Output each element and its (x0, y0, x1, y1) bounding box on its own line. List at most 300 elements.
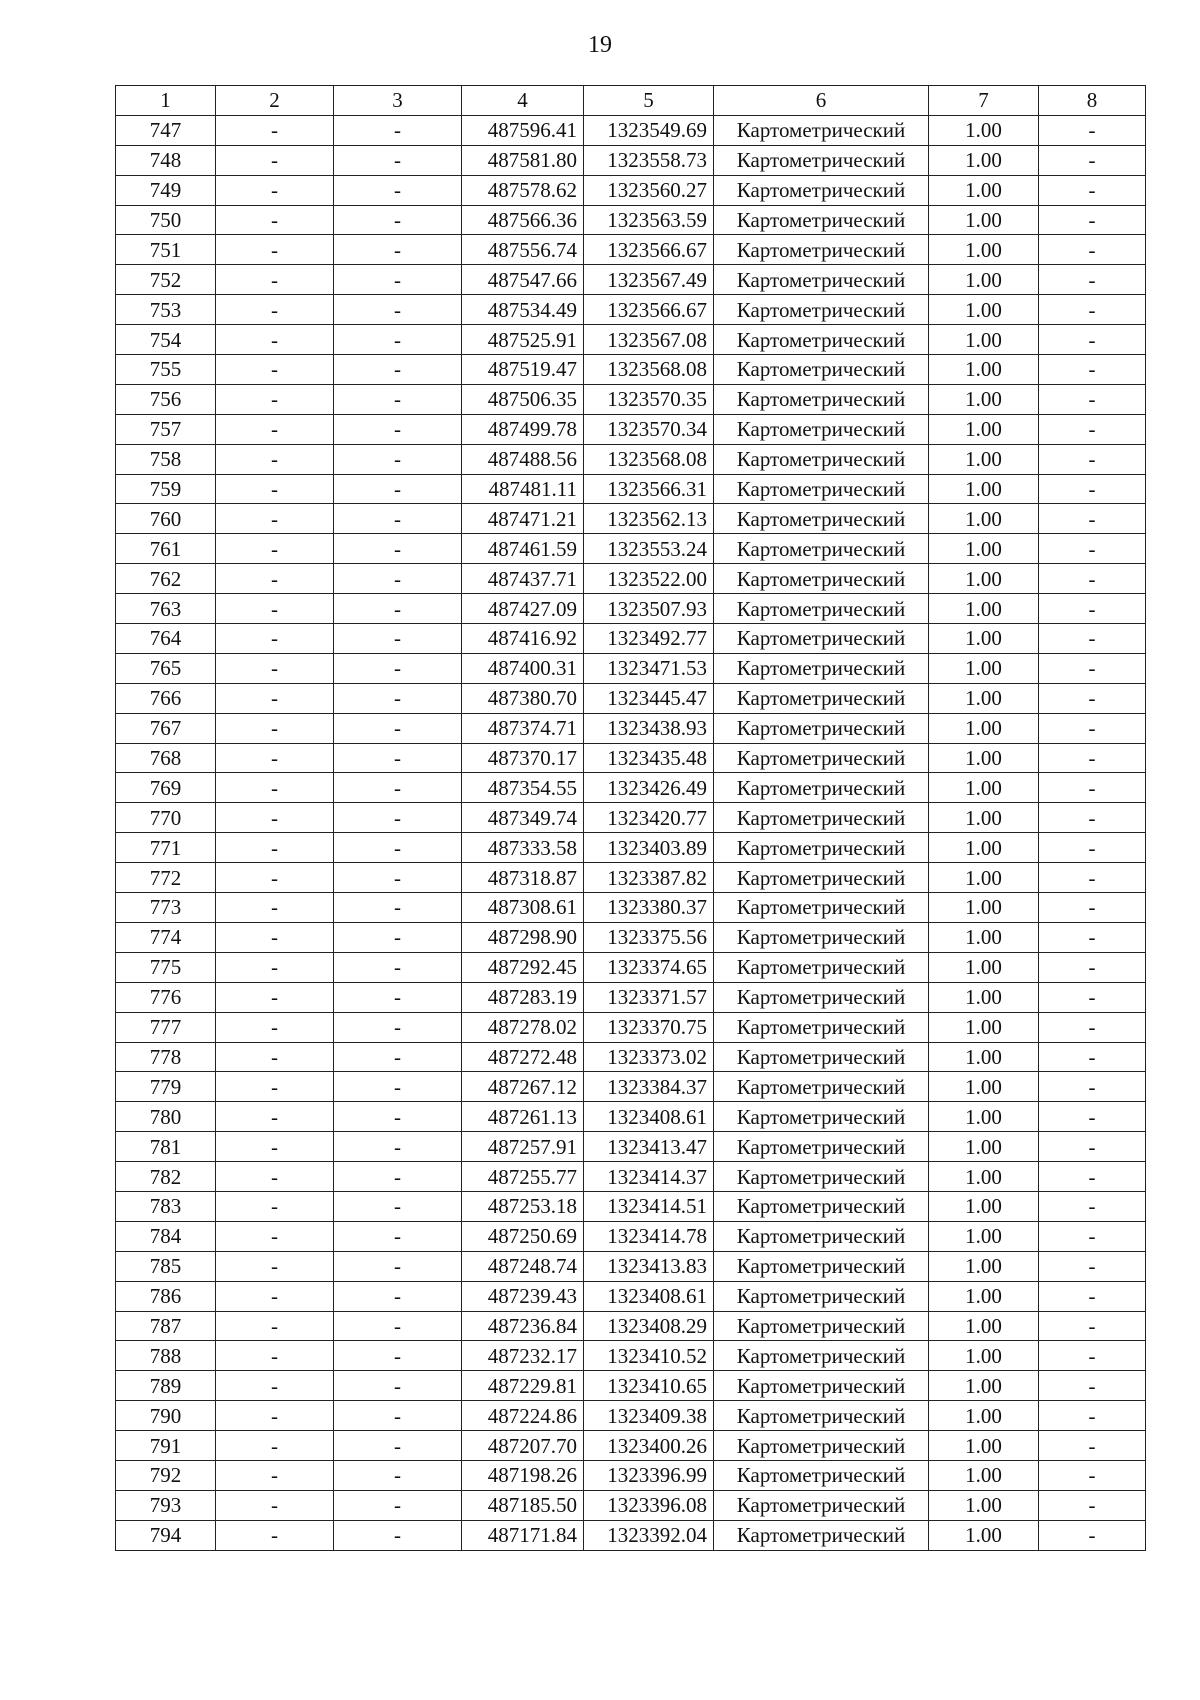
col3-cell: - (334, 982, 462, 1012)
accuracy-cell: 1.00 (929, 743, 1039, 773)
col2-cell: - (216, 594, 334, 624)
col3-cell: - (334, 414, 462, 444)
col3-cell: - (334, 1102, 462, 1132)
accuracy-cell: 1.00 (929, 1281, 1039, 1311)
col8-cell: - (1039, 1341, 1146, 1371)
col8-cell: - (1039, 205, 1146, 235)
table-body (116, 115, 1146, 1550)
col3-cell: - (334, 803, 462, 833)
col3-cell: - (334, 952, 462, 982)
table-row (116, 355, 1146, 385)
y-coordinate-cell: 1323387.82 (584, 863, 714, 893)
accuracy-cell: 1.00 (929, 653, 1039, 683)
method-cell: Картометрический (714, 1520, 929, 1550)
col8-cell: - (1039, 713, 1146, 743)
col3-cell: - (334, 893, 462, 923)
method-cell: Картометрический (714, 325, 929, 355)
table-row (116, 743, 1146, 773)
y-coordinate-cell: 1323570.34 (584, 414, 714, 444)
y-coordinate-cell: 1323408.61 (584, 1102, 714, 1132)
method-cell: Картометрический (714, 474, 929, 504)
table-row (116, 1431, 1146, 1461)
accuracy-cell: 1.00 (929, 803, 1039, 833)
point-number-cell: 756 (116, 384, 216, 414)
method-cell: Картометрический (714, 653, 929, 683)
y-coordinate-cell: 1323374.65 (584, 952, 714, 982)
table-row (116, 534, 1146, 564)
method-cell: Картометрический (714, 384, 929, 414)
y-coordinate-cell: 1323384.37 (584, 1072, 714, 1102)
table-row (116, 384, 1146, 414)
accuracy-cell: 1.00 (929, 355, 1039, 385)
col3-cell: - (334, 1490, 462, 1520)
col2-cell: - (216, 1341, 334, 1371)
y-coordinate-cell: 1323566.31 (584, 474, 714, 504)
method-cell: Картометрический (714, 504, 929, 534)
point-number-cell: 787 (116, 1311, 216, 1341)
method-cell: Картометрический (714, 922, 929, 952)
point-number-cell: 788 (116, 1341, 216, 1371)
col2-cell: - (216, 1162, 334, 1192)
col2-cell: - (216, 1431, 334, 1461)
col3-cell: - (334, 474, 462, 504)
point-number-cell: 747 (116, 115, 216, 145)
y-coordinate-cell: 1323396.08 (584, 1490, 714, 1520)
x-coordinate-cell: 487499.78 (462, 414, 584, 444)
table-row (116, 893, 1146, 923)
point-number-cell: 791 (116, 1431, 216, 1461)
y-coordinate-cell: 1323445.47 (584, 683, 714, 713)
table-row (116, 653, 1146, 683)
x-coordinate-cell: 487236.84 (462, 1311, 584, 1341)
accuracy-cell: 1.00 (929, 564, 1039, 594)
column-header: 8 (1039, 86, 1146, 116)
y-coordinate-cell: 1323392.04 (584, 1520, 714, 1550)
x-coordinate-cell: 487292.45 (462, 952, 584, 982)
col3-cell: - (334, 1191, 462, 1221)
col3-cell: - (334, 1281, 462, 1311)
col8-cell: - (1039, 1520, 1146, 1550)
y-coordinate-cell: 1323410.65 (584, 1371, 714, 1401)
col2-cell: - (216, 414, 334, 444)
accuracy-cell: 1.00 (929, 893, 1039, 923)
x-coordinate-cell: 487400.31 (462, 653, 584, 683)
accuracy-cell: 1.00 (929, 833, 1039, 863)
x-coordinate-cell: 487578.62 (462, 175, 584, 205)
col3-cell: - (334, 175, 462, 205)
accuracy-cell: 1.00 (929, 683, 1039, 713)
col2-cell: - (216, 952, 334, 982)
col3-cell: - (334, 1042, 462, 1072)
x-coordinate-cell: 487207.70 (462, 1431, 584, 1461)
y-coordinate-cell: 1323435.48 (584, 743, 714, 773)
point-number-cell: 758 (116, 444, 216, 474)
table-row (116, 922, 1146, 952)
table-row (116, 683, 1146, 713)
table-row (116, 1251, 1146, 1281)
col8-cell: - (1039, 1221, 1146, 1251)
x-coordinate-cell: 487261.13 (462, 1102, 584, 1132)
col8-cell: - (1039, 265, 1146, 295)
method-cell: Картометрический (714, 295, 929, 325)
col3-cell: - (334, 863, 462, 893)
x-coordinate-cell: 487278.02 (462, 1012, 584, 1042)
col8-cell: - (1039, 325, 1146, 355)
method-cell: Картометрический (714, 1371, 929, 1401)
accuracy-cell: 1.00 (929, 115, 1039, 145)
col2-cell: - (216, 773, 334, 803)
y-coordinate-cell: 1323549.69 (584, 115, 714, 145)
col3-cell: - (334, 1012, 462, 1042)
x-coordinate-cell: 487481.11 (462, 474, 584, 504)
table-row (116, 1371, 1146, 1401)
page-number: 19 (588, 32, 612, 58)
accuracy-cell: 1.00 (929, 1460, 1039, 1490)
accuracy-cell: 1.00 (929, 295, 1039, 325)
y-coordinate-cell: 1323413.83 (584, 1251, 714, 1281)
x-coordinate-cell: 487416.92 (462, 624, 584, 654)
col8-cell: - (1039, 594, 1146, 624)
y-coordinate-cell: 1323568.08 (584, 355, 714, 385)
y-coordinate-cell: 1323560.27 (584, 175, 714, 205)
x-coordinate-cell: 487267.12 (462, 1072, 584, 1102)
col8-cell: - (1039, 803, 1146, 833)
x-coordinate-cell: 487229.81 (462, 1371, 584, 1401)
col2-cell: - (216, 1221, 334, 1251)
point-number-cell: 765 (116, 653, 216, 683)
col2-cell: - (216, 893, 334, 923)
y-coordinate-cell: 1323370.75 (584, 1012, 714, 1042)
point-number-cell: 755 (116, 355, 216, 385)
method-cell: Картометрический (714, 893, 929, 923)
accuracy-cell: 1.00 (929, 773, 1039, 803)
table-row (116, 952, 1146, 982)
col8-cell: - (1039, 1460, 1146, 1490)
method-cell: Картометрический (714, 1431, 929, 1461)
y-coordinate-cell: 1323562.13 (584, 504, 714, 534)
table-row (116, 773, 1146, 803)
method-cell: Картометрический (714, 1341, 929, 1371)
table-row (116, 1281, 1146, 1311)
accuracy-cell: 1.00 (929, 534, 1039, 564)
point-number-cell: 751 (116, 235, 216, 265)
table-row (116, 1401, 1146, 1431)
accuracy-cell: 1.00 (929, 952, 1039, 982)
col3-cell: - (334, 1162, 462, 1192)
col3-cell: - (334, 594, 462, 624)
method-cell: Картометрический (714, 743, 929, 773)
col3-cell: - (334, 922, 462, 952)
y-coordinate-cell: 1323371.57 (584, 982, 714, 1012)
col8-cell: - (1039, 474, 1146, 504)
table-row (116, 1191, 1146, 1221)
col8-cell: - (1039, 235, 1146, 265)
y-coordinate-cell: 1323400.26 (584, 1431, 714, 1461)
y-coordinate-cell: 1323375.56 (584, 922, 714, 952)
col2-cell: - (216, 115, 334, 145)
accuracy-cell: 1.00 (929, 1072, 1039, 1102)
col2-cell: - (216, 1072, 334, 1102)
col8-cell: - (1039, 773, 1146, 803)
point-number-cell: 752 (116, 265, 216, 295)
x-coordinate-cell: 487556.74 (462, 235, 584, 265)
x-coordinate-cell: 487272.48 (462, 1042, 584, 1072)
method-cell: Картометрический (714, 1460, 929, 1490)
method-cell: Картометрический (714, 534, 929, 564)
y-coordinate-cell: 1323570.35 (584, 384, 714, 414)
x-coordinate-cell: 487380.70 (462, 683, 584, 713)
x-coordinate-cell: 487370.17 (462, 743, 584, 773)
y-coordinate-cell: 1323414.51 (584, 1191, 714, 1221)
col8-cell: - (1039, 922, 1146, 952)
col3-cell: - (334, 1460, 462, 1490)
method-cell: Картометрический (714, 863, 929, 893)
accuracy-cell: 1.00 (929, 235, 1039, 265)
x-coordinate-cell: 487333.58 (462, 833, 584, 863)
point-number-cell: 767 (116, 713, 216, 743)
y-coordinate-cell: 1323558.73 (584, 145, 714, 175)
x-coordinate-cell: 487248.74 (462, 1251, 584, 1281)
point-number-cell: 785 (116, 1251, 216, 1281)
col3-cell: - (334, 564, 462, 594)
col8-cell: - (1039, 1072, 1146, 1102)
accuracy-cell: 1.00 (929, 1311, 1039, 1341)
col8-cell: - (1039, 384, 1146, 414)
table-row (116, 1520, 1146, 1550)
col3-cell: - (334, 145, 462, 175)
method-cell: Картометрический (714, 175, 929, 205)
col8-cell: - (1039, 683, 1146, 713)
col2-cell: - (216, 653, 334, 683)
table-row (116, 325, 1146, 355)
col8-cell: - (1039, 1162, 1146, 1192)
point-number-cell: 750 (116, 205, 216, 235)
point-number-cell: 779 (116, 1072, 216, 1102)
point-number-cell: 769 (116, 773, 216, 803)
col8-cell: - (1039, 1102, 1146, 1132)
method-cell: Картометрический (714, 1102, 929, 1132)
point-number-cell: 754 (116, 325, 216, 355)
coordinates-table (115, 85, 1146, 1551)
method-cell: Картометрический (714, 235, 929, 265)
col2-cell: - (216, 205, 334, 235)
accuracy-cell: 1.00 (929, 384, 1039, 414)
point-number-cell: 748 (116, 145, 216, 175)
accuracy-cell: 1.00 (929, 414, 1039, 444)
point-number-cell: 790 (116, 1401, 216, 1431)
accuracy-cell: 1.00 (929, 325, 1039, 355)
method-cell: Картометрический (714, 803, 929, 833)
column-header: 1 (116, 86, 216, 116)
col8-cell: - (1039, 115, 1146, 145)
y-coordinate-cell: 1323492.77 (584, 624, 714, 654)
col2-cell: - (216, 713, 334, 743)
table-row (116, 564, 1146, 594)
point-number-cell: 772 (116, 863, 216, 893)
col8-cell: - (1039, 1191, 1146, 1221)
y-coordinate-cell: 1323568.08 (584, 444, 714, 474)
col3-cell: - (334, 384, 462, 414)
x-coordinate-cell: 487596.41 (462, 115, 584, 145)
col2-cell: - (216, 863, 334, 893)
method-cell: Картометрический (714, 773, 929, 803)
method-cell: Картометрический (714, 265, 929, 295)
accuracy-cell: 1.00 (929, 1102, 1039, 1132)
x-coordinate-cell: 487318.87 (462, 863, 584, 893)
x-coordinate-cell: 487255.77 (462, 1162, 584, 1192)
y-coordinate-cell: 1323567.49 (584, 265, 714, 295)
point-number-cell: 784 (116, 1221, 216, 1251)
table-row (116, 1490, 1146, 1520)
col2-cell: - (216, 534, 334, 564)
table-row (116, 115, 1146, 145)
x-coordinate-cell: 487437.71 (462, 564, 584, 594)
table-row (116, 1341, 1146, 1371)
col3-cell: - (334, 713, 462, 743)
col8-cell: - (1039, 1012, 1146, 1042)
table-row (116, 982, 1146, 1012)
method-cell: Картометрический (714, 624, 929, 654)
col3-cell: - (334, 325, 462, 355)
point-number-cell: 781 (116, 1132, 216, 1162)
col8-cell: - (1039, 743, 1146, 773)
col2-cell: - (216, 1460, 334, 1490)
table-row (116, 1162, 1146, 1192)
col3-cell: - (334, 1311, 462, 1341)
accuracy-cell: 1.00 (929, 504, 1039, 534)
column-header: 3 (334, 86, 462, 116)
point-number-cell: 782 (116, 1162, 216, 1192)
accuracy-cell: 1.00 (929, 1042, 1039, 1072)
col8-cell: - (1039, 893, 1146, 923)
col2-cell: - (216, 1132, 334, 1162)
col8-cell: - (1039, 653, 1146, 683)
point-number-cell: 780 (116, 1102, 216, 1132)
point-number-cell: 773 (116, 893, 216, 923)
y-coordinate-cell: 1323566.67 (584, 295, 714, 325)
x-coordinate-cell: 487224.86 (462, 1401, 584, 1431)
col8-cell: - (1039, 1042, 1146, 1072)
point-number-cell: 759 (116, 474, 216, 504)
method-cell: Картометрический (714, 683, 929, 713)
method-cell: Картометрический (714, 145, 929, 175)
col3-cell: - (334, 504, 462, 534)
col2-cell: - (216, 325, 334, 355)
method-cell: Картометрический (714, 1281, 929, 1311)
table-row (116, 863, 1146, 893)
col3-cell: - (334, 624, 462, 654)
accuracy-cell: 1.00 (929, 1431, 1039, 1461)
y-coordinate-cell: 1323380.37 (584, 893, 714, 923)
col2-cell: - (216, 1371, 334, 1401)
method-cell: Картометрический (714, 833, 929, 863)
x-coordinate-cell: 487308.61 (462, 893, 584, 923)
method-cell: Картометрический (714, 1251, 929, 1281)
method-cell: Картометрический (714, 594, 929, 624)
table-header-row (116, 86, 1146, 116)
point-number-cell: 760 (116, 504, 216, 534)
x-coordinate-cell: 487239.43 (462, 1281, 584, 1311)
table-row (116, 295, 1146, 325)
accuracy-cell: 1.00 (929, 145, 1039, 175)
col2-cell: - (216, 1042, 334, 1072)
col3-cell: - (334, 534, 462, 564)
col8-cell: - (1039, 504, 1146, 534)
x-coordinate-cell: 487232.17 (462, 1341, 584, 1371)
x-coordinate-cell: 487349.74 (462, 803, 584, 833)
y-coordinate-cell: 1323566.67 (584, 235, 714, 265)
accuracy-cell: 1.00 (929, 1012, 1039, 1042)
y-coordinate-cell: 1323507.93 (584, 594, 714, 624)
col3-cell: - (334, 1221, 462, 1251)
x-coordinate-cell: 487471.21 (462, 504, 584, 534)
col3-cell: - (334, 653, 462, 683)
table-row (116, 444, 1146, 474)
column-header: 4 (462, 86, 584, 116)
table-row (116, 1132, 1146, 1162)
col2-cell: - (216, 295, 334, 325)
y-coordinate-cell: 1323413.47 (584, 1132, 714, 1162)
table-row (116, 414, 1146, 444)
col8-cell: - (1039, 1311, 1146, 1341)
x-coordinate-cell: 487257.91 (462, 1132, 584, 1162)
point-number-cell: 761 (116, 534, 216, 564)
x-coordinate-cell: 487171.84 (462, 1520, 584, 1550)
table-row (116, 803, 1146, 833)
col8-cell: - (1039, 1401, 1146, 1431)
col8-cell: - (1039, 1132, 1146, 1162)
x-coordinate-cell: 487374.71 (462, 713, 584, 743)
method-cell: Картометрический (714, 1191, 929, 1221)
point-number-cell: 778 (116, 1042, 216, 1072)
point-number-cell: 764 (116, 624, 216, 654)
col8-cell: - (1039, 1490, 1146, 1520)
accuracy-cell: 1.00 (929, 1221, 1039, 1251)
accuracy-cell: 1.00 (929, 175, 1039, 205)
y-coordinate-cell: 1323563.59 (584, 205, 714, 235)
point-number-cell: 770 (116, 803, 216, 833)
column-header: 7 (929, 86, 1039, 116)
col2-cell: - (216, 1251, 334, 1281)
y-coordinate-cell: 1323414.78 (584, 1221, 714, 1251)
table-row (116, 1221, 1146, 1251)
column-header: 5 (584, 86, 714, 116)
table-row (116, 175, 1146, 205)
col8-cell: - (1039, 1251, 1146, 1281)
col8-cell: - (1039, 534, 1146, 564)
col8-cell: - (1039, 295, 1146, 325)
y-coordinate-cell: 1323522.00 (584, 564, 714, 594)
method-cell: Картометрический (714, 1221, 929, 1251)
method-cell: Картометрический (714, 115, 929, 145)
y-coordinate-cell: 1323438.93 (584, 713, 714, 743)
table-row (116, 594, 1146, 624)
table-row (116, 1311, 1146, 1341)
method-cell: Картометрический (714, 1042, 929, 1072)
method-cell: Картометрический (714, 414, 929, 444)
x-coordinate-cell: 487547.66 (462, 265, 584, 295)
y-coordinate-cell: 1323403.89 (584, 833, 714, 863)
col2-cell: - (216, 1490, 334, 1520)
x-coordinate-cell: 487354.55 (462, 773, 584, 803)
y-coordinate-cell: 1323409.38 (584, 1401, 714, 1431)
col2-cell: - (216, 1520, 334, 1550)
x-coordinate-cell: 487566.36 (462, 205, 584, 235)
point-number-cell: 793 (116, 1490, 216, 1520)
point-number-cell: 786 (116, 1281, 216, 1311)
table-row (116, 145, 1146, 175)
method-cell: Картометрический (714, 982, 929, 1012)
